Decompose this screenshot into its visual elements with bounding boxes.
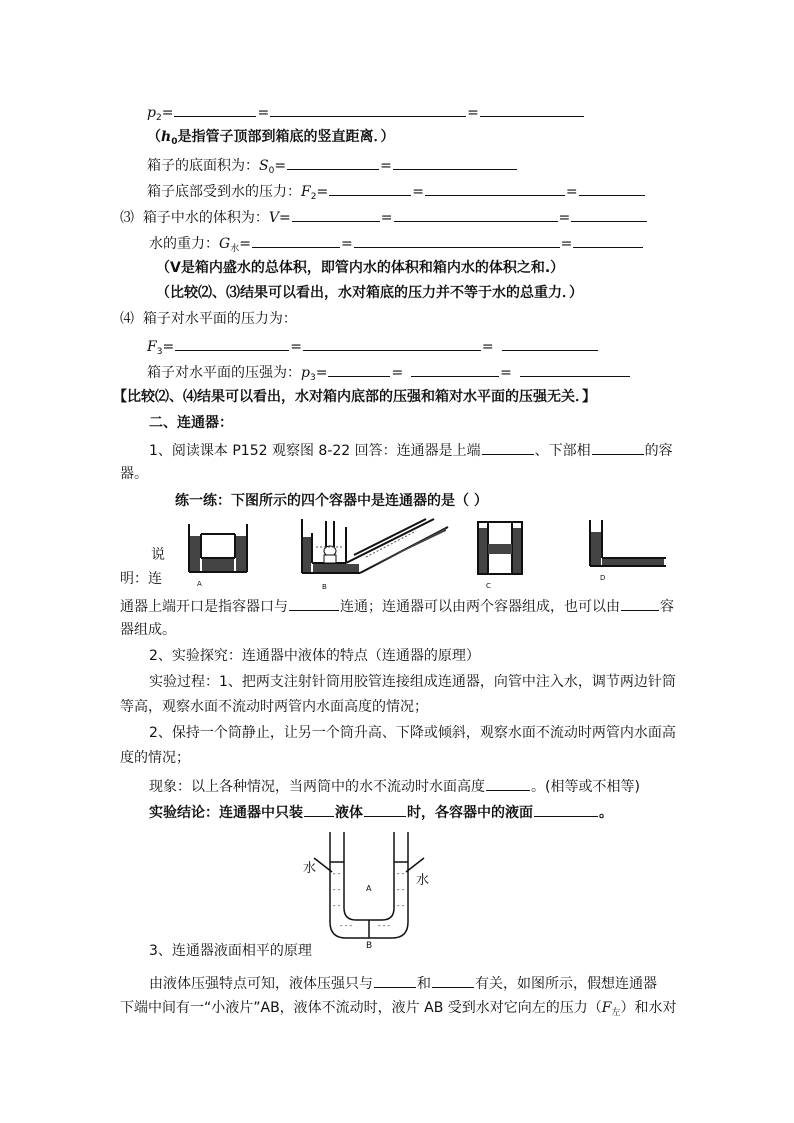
answer-blank[interactable] [482, 440, 534, 455]
v-var: V [268, 210, 280, 226]
equals: = [481, 339, 494, 355]
fig-label-c: C [486, 582, 491, 590]
container-b-figure [296, 517, 456, 595]
item-number: ⑷ [120, 311, 134, 327]
conclusion-text: 液体 [335, 805, 363, 821]
equals: = [467, 105, 479, 121]
q1-text: 1、阅读课本 P152 观察图 8-22 回答：连通器是上端 [149, 443, 481, 459]
note-line2 [120, 596, 674, 616]
principle-line2 [120, 999, 677, 1022]
answer-blank[interactable] [520, 362, 630, 377]
p2-var: p [147, 105, 156, 121]
svg-text:- -: - - [333, 870, 341, 878]
principle-text: 由液体压强特点可知，液体压强只与 [149, 976, 373, 992]
answer-blank[interactable] [329, 181, 411, 196]
conclusion-text: 实验结论：连通器中只装 [149, 805, 303, 821]
note-line3: 器组成。 [120, 622, 176, 638]
conclusion-text: 时，各容器中的液面 [407, 805, 533, 821]
equals: = [274, 158, 287, 174]
answer-blank[interactable] [393, 155, 517, 170]
v-note: （V是箱内盛水的总体积，即管内水的体积和箱内水的体积之和.） [156, 260, 565, 276]
equals: = [340, 236, 353, 252]
procedure-1b: 等高，观察水面不流动时两管内水面高度的情况； [120, 699, 428, 715]
water-label-left: 水 [303, 861, 317, 876]
compare-2-4-note: 【比较⑵、⑷结果可以看出，水对箱内底部的压强和箱对水平面的压强无关．】 [113, 389, 596, 405]
answer-blank[interactable] [175, 336, 289, 351]
h0-note [147, 128, 394, 151]
equals: = [316, 184, 329, 200]
fig-label-b: B [322, 583, 327, 591]
answer-blank[interactable] [174, 102, 256, 117]
equals: = [290, 339, 302, 355]
note-fragment-b: 明：连 [120, 571, 162, 587]
answer-blank[interactable] [425, 181, 565, 196]
conclusion-line [149, 802, 613, 822]
note-paren: （ [147, 129, 161, 145]
gw-formula [149, 233, 644, 258]
q1-line2: 器。 [120, 466, 148, 482]
note-text: 连通；连通器可以由两个容器组成，也可以由 [340, 599, 620, 615]
note-text: 容 [660, 599, 674, 615]
item4-label: 箱子对水平面的压力为： [142, 311, 297, 327]
answer-blank[interactable] [304, 802, 334, 817]
answer-blank[interactable] [573, 233, 643, 248]
container-a-figure [183, 522, 253, 590]
h0-var: h [161, 129, 172, 145]
equals: = [380, 210, 393, 226]
answer-blank[interactable] [579, 181, 645, 196]
principle-text: 下端中间有一“小液片”AB，液体不流动时，液片 AB 受到水对它向左的压力（ [120, 1000, 602, 1016]
equals: = [558, 210, 571, 226]
answer-blank[interactable] [571, 207, 647, 222]
fig-label-d: D [600, 574, 606, 582]
answer-blank[interactable] [287, 155, 379, 170]
h0-note-text: 是指管子顶部到箱底的竖直距离．） [177, 129, 395, 145]
answer-blank[interactable] [289, 596, 339, 611]
p2-formula [147, 102, 585, 127]
container-d-figure [586, 518, 670, 584]
p2-sub: 2 [155, 113, 162, 123]
equals: = [239, 236, 251, 252]
point-b-label: B [366, 941, 373, 950]
principle-line1 [149, 973, 657, 993]
answer-blank[interactable] [432, 973, 474, 988]
equals: = [412, 184, 424, 200]
answer-blank[interactable] [486, 776, 530, 791]
point-a-label: A [366, 884, 372, 893]
phenomenon-line [149, 776, 640, 796]
note-fragment-a: 说 [151, 547, 165, 563]
answer-blank[interactable] [534, 802, 598, 817]
svg-text:- -: - - [397, 886, 405, 894]
equals: = [380, 158, 392, 174]
phenomenon-hint: 。(相等或不相等) [531, 779, 640, 795]
answer-blank[interactable] [354, 233, 560, 248]
q1-end: 的容 [644, 443, 673, 459]
practice-question: 练一练：下图所示的四个容器中是连通器的是（ ） [175, 493, 488, 509]
svg-text:- - -: - - - [340, 922, 353, 930]
compare-2-3-note: （比较⑵、⑶结果可以看出，水对箱底的压力并不等于水的总重力．） [156, 285, 583, 301]
answer-blank[interactable] [252, 233, 340, 248]
item3-label: 箱子中水的体积为： [142, 210, 269, 226]
g-sub: 水 [230, 244, 240, 254]
f3-sub: 3 [156, 347, 163, 357]
answer-blank[interactable] [270, 102, 466, 117]
p3-label: 箱子对水平面的压强为： [147, 365, 301, 381]
equals: = [257, 105, 270, 121]
answer-blank[interactable] [364, 802, 406, 817]
principle-text: 有关，如图所示，假想连通器 [475, 976, 657, 992]
f-left-var: F [601, 1000, 612, 1016]
container-c-figure [476, 518, 524, 592]
q1-line1 [149, 440, 673, 460]
conclusion-text: 。 [599, 805, 613, 821]
equals: = [279, 210, 291, 226]
f2-formula [147, 181, 646, 206]
fig-label-a: A [197, 580, 202, 588]
equals: = [161, 105, 174, 121]
answer-blank[interactable] [292, 207, 380, 222]
answer-blank[interactable] [394, 207, 558, 222]
u-tube-figure [300, 828, 440, 950]
procedure-2b: 度的情况； [120, 750, 190, 766]
answer-blank[interactable] [621, 596, 659, 611]
procedure-2a: 2、保持一个筒静止，让另一个筒升高、下降或倾斜，观察水面不流动时两管内水面高 [149, 725, 676, 741]
q2-heading: 2、实验探究：连通器中液体的特点（连通器的原理） [149, 648, 480, 664]
p3-var: p [301, 365, 310, 381]
equals: = [565, 184, 578, 200]
answer-blank[interactable] [502, 336, 598, 351]
f3-var: F [147, 339, 157, 355]
svg-text:- -: - - [333, 902, 341, 910]
s0-var: S [259, 158, 269, 174]
svg-text:- -: - - [397, 902, 405, 910]
equals: = [315, 365, 328, 381]
answer-blank[interactable] [480, 102, 584, 117]
g-var: G [219, 236, 231, 252]
equals: = [162, 339, 175, 355]
principle-text: 和 [417, 976, 431, 992]
answer-blank[interactable] [411, 362, 499, 377]
f-left-sub: 左 [611, 1008, 621, 1018]
s0-label: 箱子的底面积为： [147, 158, 259, 174]
equals: = [560, 236, 573, 252]
principle-text: ）和水对 [620, 1000, 677, 1016]
h0-sub: 0 [171, 137, 178, 147]
p3-formula [147, 362, 631, 387]
item3-volume [120, 207, 648, 227]
answer-blank[interactable] [592, 440, 644, 455]
f2-var: F [301, 184, 311, 200]
f2-label: 箱子底部受到水的压力： [147, 184, 301, 200]
f2-sub: 2 [310, 192, 317, 202]
svg-text:- -: - - [333, 886, 341, 894]
p3-sub: 3 [309, 373, 316, 383]
gw-label: 水的重力： [149, 236, 219, 252]
s0-formula [147, 155, 518, 180]
s0-sub: 0 [268, 166, 275, 176]
item-number: ⑶ [120, 210, 134, 226]
answer-blank[interactable] [303, 336, 481, 351]
answer-blank[interactable] [328, 362, 390, 377]
note-text: 通器上端开口是指容器口与 [120, 599, 288, 615]
svg-text:- - -: - - - [378, 922, 391, 930]
equals: = [500, 365, 512, 381]
water-label-right: 水 [416, 873, 430, 888]
f3-formula [147, 336, 599, 361]
equals: = [391, 365, 404, 381]
answer-blank[interactable] [374, 973, 416, 988]
procedure-1a: 实验过程：1、把两支注射针筒用胶管连接组成连通器，向管中注入水，调节两边针筒 [149, 674, 676, 690]
q3-heading: 3、连通器液面相平的原理 [149, 943, 312, 959]
svg-text:- -: - - [397, 870, 405, 878]
phenomenon-text: 现象：以上各种情况，当两筒中的水不流动时水面高度 [149, 779, 485, 795]
section-heading-connector: 二、连通器： [149, 415, 233, 431]
q1-mid: 、下部相 [534, 443, 591, 459]
item4-heading [120, 310, 297, 328]
